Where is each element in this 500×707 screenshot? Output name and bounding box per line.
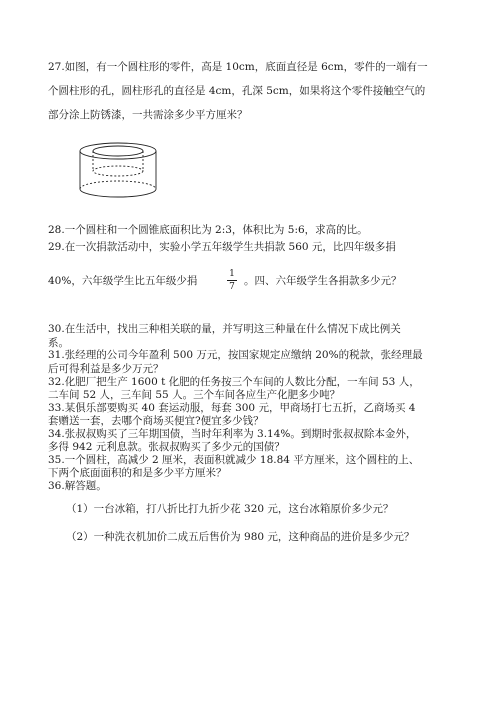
q28-text: 28.一个圆柱和一个圆锥底面积比为 2:3，体积比为 5:6，求高的比。 (48, 224, 368, 236)
q36-sub-2: （2）一种洗衣机加价二成五后售价为 980 元，这种商品的进价是多少元？ (66, 531, 415, 543)
outer-bottom-back (80, 181, 156, 189)
q29-line-2b: 。四、六年级学生各捐款多少元？ (244, 275, 402, 287)
q31-line-2: 后可得利益是多少万元？ (48, 363, 164, 375)
q35-line-2: 下两个底面面积的和是多少平方厘米？ (48, 467, 227, 479)
fraction-numerator: 1 (227, 269, 237, 281)
q34-line-1: 34.张叔叔购买了三年期国债，当时年利率为 3.14%。到期时张叔叔除本金外， (48, 428, 417, 440)
q36-title: 36.解答题。 (48, 480, 107, 492)
fraction-denominator: 7 (229, 282, 235, 292)
outer-bottom-front (80, 189, 156, 197)
outer-top-ellipse (80, 143, 156, 159)
q27-line-1: 27.如图，有一个圆柱形的零件，高是 10cm，底面直径是 6cm，零件的一端有一 (48, 61, 428, 73)
q33-line-1: 33.某俱乐部要购买 40 套运动服，每套 300 元，甲商场打七五折，乙商场买 4 (48, 402, 416, 414)
q35-line-1: 35.一个圆柱，高减少 2 厘米，表面积就减少 18.84 平方厘米，这个圆柱的上、 (48, 454, 420, 466)
q34-line-2: 多得 942 元利息款。张叔叔购买了多少元的国债？ (48, 441, 285, 453)
q32-line-1: 32.化肥厂把生产 1600 t 化肥的任务按三个车间的人数比分配，一车间 53 人， (48, 376, 420, 388)
q30-line-2: 系。 (48, 337, 69, 349)
q32-line-2: 二车间 52 人，三车间 55 人。三个车间各应生产化肥多少吨？ (48, 389, 341, 401)
q30-line-1: 30.在生活中，找出三种相关联的量，并写明这三种量在什么情况下成比例关 (48, 323, 401, 335)
q36-sub-1: （1）一台冰箱，打八折比打九折少花 320 元，这台冰箱原价多少元？ (66, 503, 394, 515)
q27-line-2: 个圆柱形的孔，圆柱形孔的直径是 4cm，孔深 5cm，如果将这个零件接触空气的 (48, 85, 426, 97)
hole-bottom-ellipse (93, 166, 143, 176)
hole-top-ellipse (93, 146, 143, 156)
hollow-cylinder-figure (76, 140, 162, 202)
q29-line-2a: 40%，六年级学生比五年级少捐 (48, 275, 198, 287)
q33-line-2: 套赠送一套，去哪个商场买便宜?便宜多少钱？ (48, 415, 264, 427)
q27-line-3: 部分涂上防锈漆，一共需涂多少平方厘米？ (48, 109, 248, 121)
q31-line-1: 31.张经理的公司今年盈利 500 万元，按国家规定应缴纳 20%的税款，张经理最 (48, 349, 423, 361)
q29-line-1: 29.在一次捐款活动中，实验小学五年级学生共捐款 560 元，比四年级多捐 (48, 241, 396, 253)
fraction-one-seventh (227, 269, 237, 292)
